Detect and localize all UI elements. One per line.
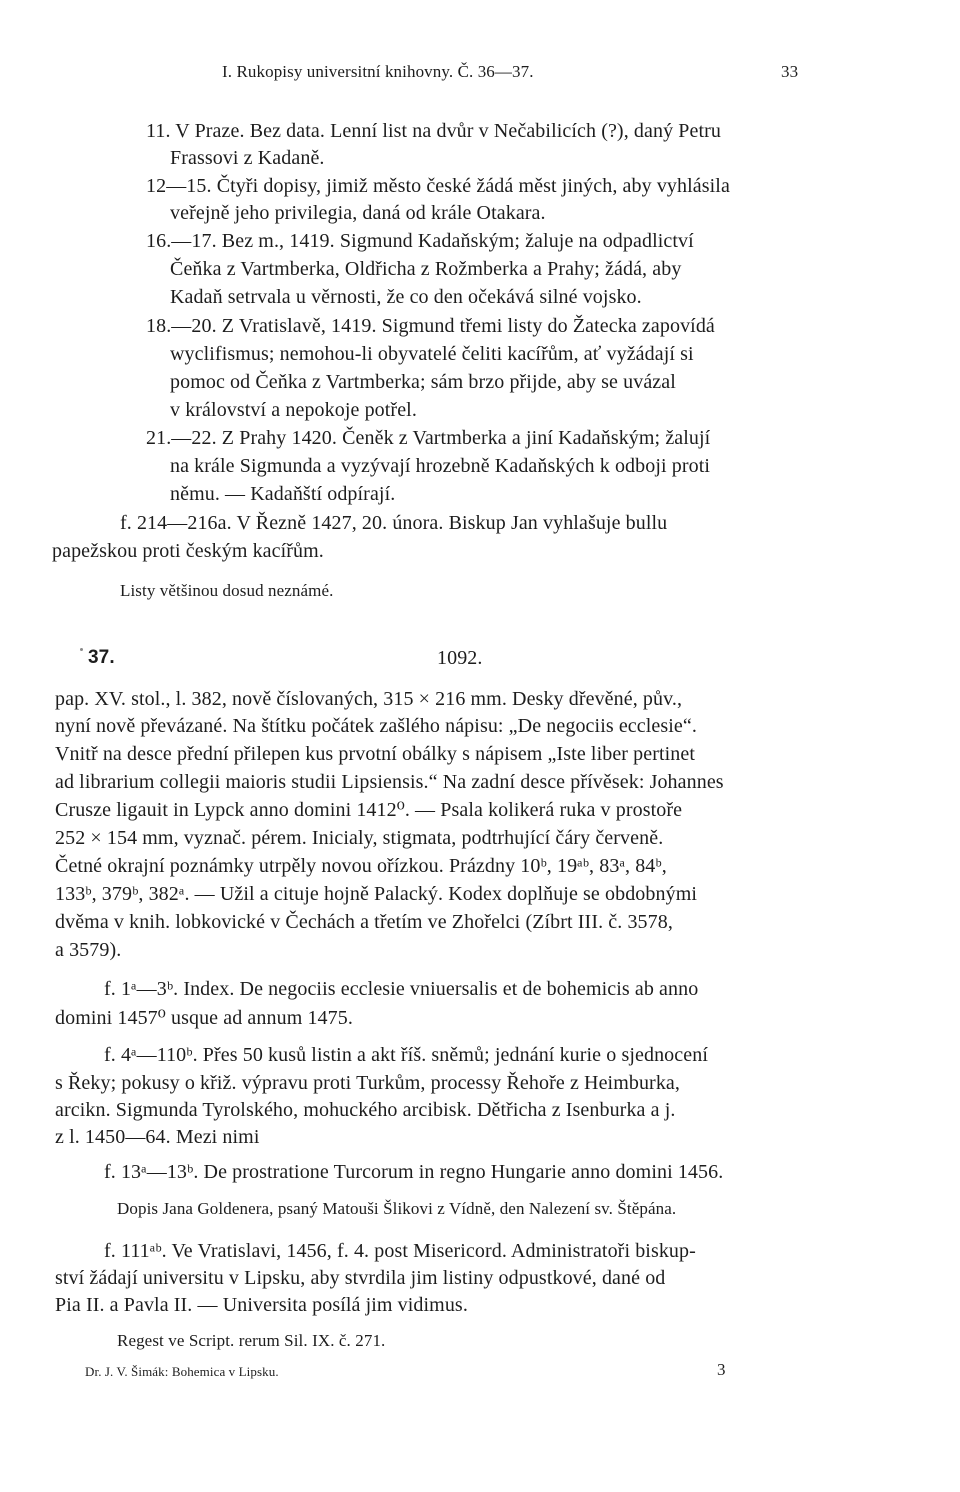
entry-line: 11. V Praze. Bez data. Lenní list na dvůr v Nečabilicích (?), daný Petru bbox=[146, 120, 721, 142]
description-line: dvěma v knih. lobkovické v Čechách a třetím ve Zhořelci (Zíbrt III. č. 3578, bbox=[55, 911, 673, 933]
footer-signature: Dr. J. V. Šimák: Bohemica v Lipsku. bbox=[85, 1364, 279, 1379]
regest-note: Regest ve Script. rerum Sil. IX. č. 271. bbox=[117, 1331, 386, 1350]
entry-line: 18.—20. Z Vratislavě, 1419. Sigmund třemi listy do Žatecka zapovídá bbox=[146, 315, 715, 337]
entry-line: 16.—17. Bez m., 1419. Sigmund Kadaňským; žaluje na odpadlictví bbox=[146, 230, 694, 252]
folio-line: Pia II. a Pavla II. — Universita posílá jim vidimus. bbox=[55, 1294, 468, 1316]
folio-line: f. 1ᵃ—3ᵇ. Index. De negociis ecclesie vniuersalis et de bohemicis ab anno bbox=[104, 978, 699, 1000]
entry-line: f. 214—216a. V Řezně 1427, 20. února. Biskup Jan vyhlašuje bullu bbox=[120, 512, 668, 534]
entry-line: Kadaň setrvala u věrnosti, že co den očekává silné vojsko. bbox=[170, 286, 642, 308]
margin-dot bbox=[80, 648, 83, 651]
entry-line: 21.—22. Z Prahy 1420. Čeněk z Vartmberka a jiní Kadaňským; žalují bbox=[146, 427, 711, 449]
description-line: 252 × 154 mm, vyznač. pérem. Inicialy, stigmata, podtrhující čáry červeně. bbox=[55, 827, 664, 849]
folio-line: ství žádají universitu v Lipsku, aby stvrdila jim listiny odpustkové, dané od bbox=[55, 1267, 666, 1289]
folio-line: z l. 1450—64. Mezi nimi bbox=[55, 1126, 260, 1148]
entry-line: 12—15. Čtyři dopisy, jimiž město české žádá měst jiných, aby vyhlásila bbox=[146, 175, 730, 197]
entry-line: Čeňka z Vartmberka, Oldřicha z Rožmberka a Prahy; žádá, aby bbox=[170, 258, 682, 280]
letter-note: Dopis Jana Goldenera, psaný Matouši Šlikovi z Vídně, den Nalezení sv. Štěpána. bbox=[117, 1199, 677, 1218]
page-number: 33 bbox=[781, 62, 799, 81]
entry-line: na krále Sigmunda a vyzývají hrozebně Kadaňských k odboji proti bbox=[170, 455, 711, 477]
running-title: I. Rukopisy universitní knihovny. Č. 36—37. bbox=[222, 62, 534, 81]
folio-line: f. 111ᵃᵇ. Ve Vratislavi, 1456, f. 4. post Misericord. Administratoři biskup- bbox=[104, 1240, 696, 1262]
folio-line: domini 1457⁰ usque ad annum 1475. bbox=[55, 1007, 353, 1029]
folio-line: f. 13ᵃ—13ᵇ. De prostratione Turcorum in regno Hungarie anno domini 1456. bbox=[104, 1161, 724, 1183]
description-line: ad librarium collegii maioris studii Lipsiensis.“ Na zadní desce přívěsek: Johannes bbox=[55, 771, 724, 793]
entry-line: Frassovi z Kadaně. bbox=[170, 147, 325, 169]
description-line: Četné okrajní poznámky utrpěly novou ořízkou. Prázdny 10ᵇ, 19ᵃᵇ, 83ᵃ, 84ᵇ, bbox=[55, 855, 667, 877]
description-line: 133ᵇ, 379ᵇ, 382ᵃ. — Užil a cituje hojně Palacký. Kodex doplňuje se obdobnými bbox=[55, 883, 698, 905]
entry-line: němu. — Kadaňští odpírají. bbox=[170, 483, 396, 505]
description-line: nyní nově převázané. Na štítku počátek zašlého nápisu: „De negociis ecclesie“. bbox=[55, 715, 697, 737]
description-line: Crusze ligauit in Lypck anno domini 1412⁰. — Psala kolikerá ruka v prostoře bbox=[55, 799, 683, 821]
folio-line: arcikn. Sigmunda Tyrolského, mohuckého arcibisk. Dětřicha z Isenburka a j. bbox=[55, 1099, 676, 1121]
description-line: a 3579). bbox=[55, 939, 122, 961]
description-line: pap. XV. stol., l. 382, nově číslovaných, 315 × 216 mm. Desky dřevěné, pův., bbox=[55, 688, 683, 710]
note-line: Listy většinou dosud neznámé. bbox=[120, 581, 334, 600]
entry-line: wyclifismus; nemohou-li obyvatelé čeliti kacířům, ať vyžádají si bbox=[170, 343, 694, 365]
entry-line: veřejně jeho privilegia, daná od krále Otakara. bbox=[170, 202, 546, 224]
sheet-number: 3 bbox=[717, 1360, 726, 1379]
entry-line: papežskou proti českým kacířům. bbox=[52, 540, 324, 562]
section-signature: 1092. bbox=[437, 647, 483, 669]
entry-line: pomoc od Čeňka z Vartmberka; sám brzo přijde, aby se uvázal bbox=[170, 371, 676, 393]
entry-line: v království a nepokoje potřel. bbox=[170, 399, 417, 421]
description-line: Vnitř na desce přední přilepen kus prvotní obálky s nápisem „Iste liber pertinet bbox=[55, 743, 696, 765]
folio-line: f. 4ᵃ—110ᵇ. Přes 50 kusů listin a akt říš. sněmů; jednání kurie o sjednocení bbox=[104, 1044, 708, 1066]
folio-line: s Řeky; pokusy o křiž. výpravu proti Turkům, processy Řehoře z Heimburka, bbox=[55, 1072, 680, 1094]
section-number: 37. bbox=[88, 647, 115, 668]
